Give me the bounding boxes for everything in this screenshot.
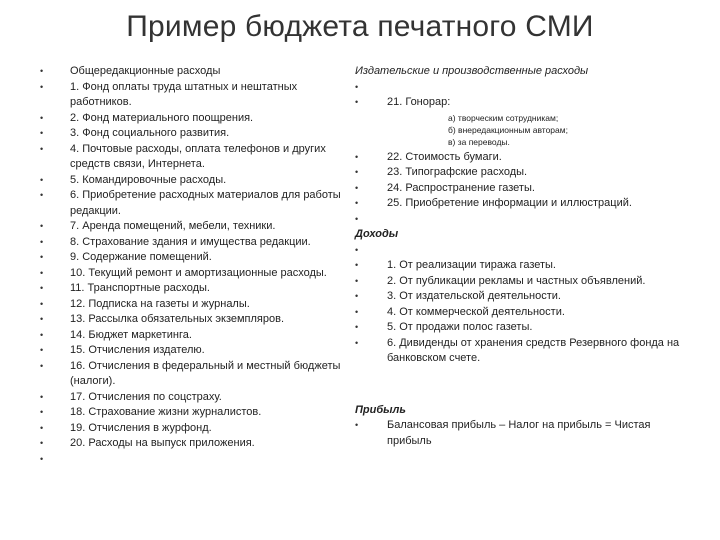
expenses-column [40, 64, 352, 467]
bullet-icon: • [40, 438, 44, 448]
bullet-icon: • [355, 420, 359, 430]
list-item [40, 250, 352, 266]
bullet-icon: • [40, 314, 44, 324]
bullet-icon: • [40, 329, 44, 340]
expense-item: 10. Текущий ремонт и амортизационные расходы. [70, 266, 327, 279]
bullet-icon: • [355, 322, 359, 332]
bullet-icon: • [355, 97, 359, 107]
bullet-icon: • [355, 291, 359, 301]
list-item [40, 173, 352, 189]
income-item: 3. От издательской деятельности. [387, 290, 561, 302]
expense-item: 4. Почтовые расходы, оплата телефонов и других средств связи, Интернета. [70, 142, 326, 170]
bullet-icon: • [40, 128, 44, 138]
expense-item: 11. Транспортные расходы. [70, 282, 210, 294]
list-item [40, 390, 352, 406]
honorar-sub-item: б) внередакционным авторам; [448, 124, 568, 135]
expense-item: 14. Бюджет маркетинга. [70, 328, 192, 341]
honorar-sublist [355, 112, 685, 148]
expense-item: 8. Страхование здания и имущества редакции. [70, 235, 311, 248]
bullet-icon: • [40, 112, 44, 123]
expense-item: 5. Командировочные расходы. [70, 173, 227, 186]
bullet-icon: • [355, 151, 359, 162]
publishing-item: 24. Распространение газеты. [387, 181, 535, 194]
bullet-icon: • [40, 221, 44, 231]
income-item: 4. От коммерческой деятельности. [387, 305, 565, 318]
list-item [355, 165, 685, 181]
expense-item: 16. Отчисления в федеральный и местный бюджеты (налоги). [70, 359, 341, 387]
bullet-icon: • [355, 306, 359, 317]
bullet-icon: • [355, 260, 359, 270]
income-item: 1. От реализации тиража газеты. [387, 259, 556, 271]
list-item [40, 297, 352, 313]
list-item [40, 281, 352, 297]
bullet-icon: • [355, 213, 359, 224]
publishing-item: 23. Типографские расходы. [387, 166, 528, 178]
list-item [355, 320, 685, 336]
bullet-icon: • [40, 283, 44, 293]
bullet-icon: • [355, 81, 359, 92]
list-item [355, 258, 685, 274]
profit-formula: Балансовая прибыль – Налог на прибыль = Чистая прибыль [387, 419, 651, 447]
expense-item: 3. Фонд социального развития. [70, 127, 230, 139]
bullet-icon: • [40, 252, 44, 262]
list-item [355, 274, 685, 290]
list-item [355, 181, 685, 197]
list-item-empty [355, 212, 685, 228]
list-item [40, 219, 352, 235]
list-item [40, 126, 352, 142]
list-item-empty [355, 243, 685, 259]
expenses-heading: Общередакционные расходы [70, 65, 221, 77]
income-item: 2. От публикации рекламы и частных объявлений. [387, 274, 646, 287]
list-item [355, 418, 685, 449]
bullet-icon: • [355, 182, 359, 193]
bullet-icon: • [355, 275, 359, 286]
expense-item: 6. Приобретение расходных материалов для работы редакции. [70, 189, 341, 217]
expense-item: 1. Фонд оплаты труда штатных и нештатных работников. [70, 80, 298, 108]
income-item: 6. Дивиденды от хранения средств Резервного фонда на банковском счете. [387, 336, 680, 364]
publishing-column [355, 64, 685, 449]
profit-heading: Прибыль [355, 403, 406, 416]
bullet-icon: • [40, 360, 44, 371]
list-item [355, 336, 685, 367]
list-item [355, 196, 685, 212]
bullet-icon: • [40, 453, 44, 464]
bullet-icon: • [355, 337, 359, 348]
list-item [40, 188, 352, 219]
bullet-icon: • [355, 167, 359, 177]
income-heading: Доходы [355, 228, 399, 240]
expense-item: 7. Аренда помещений, мебели, техники. [70, 220, 276, 232]
bullet-icon: • [40, 81, 44, 92]
honorar-sub-item: в) за переводы. [448, 136, 510, 147]
list-item-empty [40, 452, 352, 468]
list-item [40, 312, 352, 328]
bullet-icon: • [40, 236, 44, 247]
list-item [40, 343, 352, 359]
list-item [40, 111, 352, 127]
list-item [40, 436, 352, 452]
expense-item: 12. Подписка на газеты и журналы. [70, 297, 250, 310]
expense-item: 20. Расходы на выпуск приложения. [70, 437, 255, 449]
list-item [40, 64, 352, 80]
list-item [40, 405, 352, 421]
list-item [40, 328, 352, 344]
bullet-icon: • [40, 190, 44, 200]
list-item [40, 266, 352, 282]
expense-item: 19. Отчисления в журфонд. [70, 421, 212, 434]
bullet-icon: • [40, 422, 44, 433]
list-item [40, 359, 352, 390]
bullet-icon: • [40, 391, 44, 402]
expense-item: 9. Содержание помещений. [70, 251, 212, 263]
list-item-empty [355, 80, 685, 96]
expense-item: 13. Рассылка обязательных экземпляров. [70, 313, 285, 325]
bullet-icon: • [40, 143, 44, 154]
expense-item: 17. Отчисления по соцстраху. [70, 390, 222, 403]
bullet-icon: • [40, 407, 44, 417]
bullet-icon: • [40, 345, 44, 355]
bullet-icon: • [40, 298, 44, 309]
list-item [40, 421, 352, 437]
list-item [355, 95, 685, 111]
publishing-item: 25. Приобретение информации и иллюстраций. [387, 197, 632, 209]
list-item [355, 289, 685, 305]
expense-item: 18. Страхование жизни журналистов. [70, 406, 262, 418]
bullet-icon: • [355, 244, 359, 255]
honorar-item: 21. Гонорар: [387, 96, 451, 108]
bullet-icon: • [355, 198, 359, 208]
list-item [40, 142, 352, 173]
slide-title: Пример бюджета печатного СМИ [126, 10, 594, 43]
list-item [355, 150, 685, 166]
bullet-icon: • [40, 267, 44, 278]
income-item: 5. От продажи полос газеты. [387, 321, 533, 333]
list-item [355, 305, 685, 321]
bullet-icon: • [40, 174, 44, 185]
expense-item: 15. Отчисления издателю. [70, 344, 205, 356]
list-item [40, 80, 352, 111]
expense-item: 2. Фонд материального поощрения. [70, 111, 254, 124]
publishing-heading: Издательские и производственные расходы [355, 65, 589, 77]
list-item [40, 235, 352, 251]
honorar-sub-item: а) творческим сотрудникам; [448, 112, 559, 123]
bullet-icon: • [40, 66, 44, 76]
publishing-item: 22. Стоимость бумаги. [387, 150, 502, 163]
